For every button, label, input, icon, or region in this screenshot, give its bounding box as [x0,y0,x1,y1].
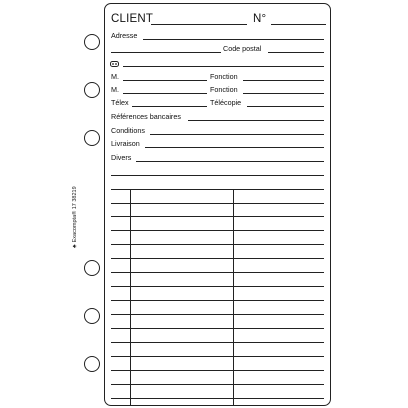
references-bancaires-line[interactable] [188,120,324,121]
label-fonction-1: Fonction [210,72,238,81]
grid-row-line [111,244,324,245]
grid-row-line [111,314,324,315]
form-title: CLIENT [111,13,154,25]
grid-row-line [111,328,324,329]
grid-column-divider-1 [130,189,131,406]
client-name-line[interactable] [151,24,247,25]
grid-bottom-line [111,398,324,399]
label-livraison: Livraison [111,139,140,148]
telephone-line[interactable] [123,66,324,67]
label-adresse: Adresse [111,31,138,40]
label-telex: Télex [111,98,129,107]
label-telecopie: Télécopie [210,98,242,107]
grid-row-line [111,203,324,204]
label-fonction-2: Fonction [210,85,238,94]
telecopie-line[interactable] [247,106,324,107]
divers-line[interactable] [136,161,324,162]
telephone-icon [110,61,119,67]
binder-hole-1 [84,34,100,50]
grid-row-line [111,286,324,287]
label-m-1: M. [111,72,119,81]
adresse-line[interactable] [143,39,324,40]
grid-column-divider-2 [233,189,234,406]
number-label: N° [253,13,267,25]
livraison-line[interactable] [145,147,324,148]
grid-row-line [111,216,324,217]
binder-hole-5 [84,308,100,324]
side-reference: ♣Exacompta® 17 38219 [72,186,78,248]
grid-row-line [111,258,324,259]
grid-row-line [111,272,324,273]
m-2-line[interactable] [123,93,207,94]
divers-line-2[interactable] [111,175,324,176]
label-code-postal: Code postal [223,44,262,53]
binder-hole-6 [84,356,100,372]
grid-row-line [111,370,324,371]
label-divers: Divers [111,153,132,162]
m-1-line[interactable] [123,80,207,81]
grid-row-line [111,356,324,357]
brand-logo-icon: ♣ [72,244,78,248]
label-conditions: Conditions [111,126,145,135]
telex-line[interactable] [132,106,207,107]
label-references-bancaires: Références bancaires [111,112,181,121]
adresse-line-2[interactable] [111,52,221,53]
conditions-line[interactable] [150,134,324,135]
code-postal-line[interactable] [268,52,324,53]
grid-top-line [111,189,324,190]
grid-row-line [111,230,324,231]
fonction-1-line[interactable] [243,80,324,81]
reference-code: 17 38219 [72,186,78,210]
fonction-2-line[interactable] [243,93,324,94]
brand-name: Exacompta [72,214,78,243]
client-number-line[interactable] [271,24,326,25]
binder-hole-2 [84,82,100,98]
binder-hole-4 [84,260,100,276]
binder-hole-3 [84,130,100,146]
client-form-card [104,3,331,406]
label-m-2: M. [111,85,119,94]
grid-row-line [111,384,324,385]
grid-row-line [111,342,324,343]
grid-row-line [111,300,324,301]
